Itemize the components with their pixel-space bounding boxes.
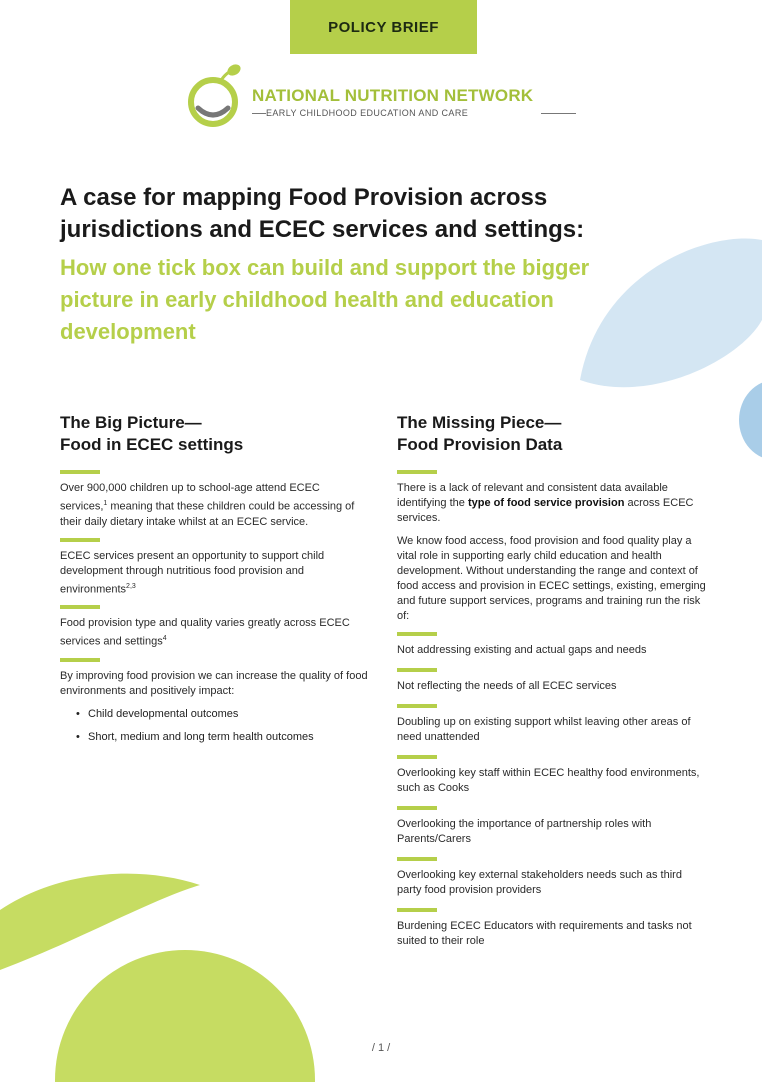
risk-item: Overlooking key external stakeholders needs such as third party food provision providers: [397, 869, 682, 896]
bold-text: type of food service provision: [467, 497, 625, 509]
footnote-ref: 4: [162, 635, 167, 643]
logo: [186, 62, 586, 132]
lack-of-data-paragraph: [397, 481, 707, 526]
footnote-ref: 2,3: [126, 582, 136, 590]
green-divider: [60, 538, 100, 542]
big-picture-heading: [60, 412, 370, 456]
risk-item: Not addressing existing and actual gaps and needs: [397, 644, 647, 656]
logo-subtitle: EARLY CHILDHOOD EDUCATION AND CARE: [266, 108, 469, 118]
green-divider: [397, 806, 437, 810]
page-subtitle: How one tick box can build and support the bigger picture in early childhood health and education development: [60, 255, 590, 344]
missing-piece-heading-line2: Food Provision Data: [397, 435, 563, 454]
paragraph-text: There is a lack of relevant and consistent data available identifying the: [397, 482, 668, 509]
green-divider: [397, 857, 437, 861]
paragraph-text-cont: meaning that these children could be accessing of their daily dietary intake whilst at an ECEC service.: [60, 500, 355, 528]
improving-paragraph: [60, 669, 370, 699]
paragraph-text: Food provision type and quality varies greatly across ECEC services and settings: [60, 617, 350, 648]
risk-item: Overlooking key staff within ECEC healthy food environments, such as Cooks: [397, 767, 700, 794]
paragraph-text: Over 900,000 children up to school-age attend ECEC services,: [60, 482, 320, 513]
big-picture-heading-line1: The Big Picture—: [60, 413, 202, 432]
risk-item: Overlooking the importance of partnership roles with Parents/Carers: [397, 818, 652, 845]
missing-piece-column: [397, 412, 707, 959]
we-know-paragraph: We know food access, food provision and food quality play a vital role in supporting early child education and health development. Without understanding the range and context of food access and provision in ECEC settings, existing, emerging and future support services, programs and training run the risk of:: [397, 535, 706, 622]
green-circle-decoration: [55, 930, 315, 1082]
paragraph-text: ECEC services present an opportunity to support child development through nutritious food provision and environments: [60, 549, 325, 596]
footnote-ref: 1: [103, 500, 108, 507]
list-item: • Child developmental outcomes: [76, 707, 370, 722]
green-divider: [397, 668, 437, 672]
paragraph-text: By improving food provision we can increase the quality of food environments and positively impact:: [60, 669, 368, 697]
opportunity-paragraph: [60, 549, 370, 598]
page-number: / 1 /: [371, 1042, 391, 1054]
impact-list: [60, 707, 370, 745]
page-title: A case for mapping Food Provision across jurisdictions and ECEC services and settings:: [60, 184, 585, 243]
quality-varies-paragraph: [60, 616, 370, 650]
green-divider: [60, 470, 100, 474]
logo-name: NATIONAL NUTRITION NETWORK: [252, 86, 534, 105]
green-divider: [60, 658, 100, 662]
green-divider: [397, 704, 437, 708]
policy-brief-banner: [290, 0, 477, 54]
green-divider: [397, 470, 437, 474]
logo-divider-left: [252, 113, 266, 114]
logo-divider-right: [541, 113, 576, 114]
big-picture-column: [60, 412, 370, 753]
blue-circle-decoration: [735, 380, 762, 460]
list-item: • Short, medium and long term health outcomes: [76, 730, 370, 745]
green-divider: [60, 605, 100, 609]
green-divider: [397, 755, 437, 759]
missing-piece-heading-line1: The Missing Piece—: [397, 413, 562, 432]
risk-item: Not reflecting the needs of all ECEC services: [397, 680, 617, 692]
apple-logo-icon: [186, 62, 248, 132]
children-attend-paragraph: [60, 481, 370, 530]
paragraph-text-cont: across ECEC services.: [397, 497, 694, 524]
green-divider: [397, 632, 437, 636]
missing-piece-heading: [397, 412, 707, 456]
risk-item: Burdening ECEC Educators with requirements and tasks not suited to their role: [397, 920, 692, 947]
banner-label: POLICY BRIEF: [328, 18, 439, 36]
risk-item: Doubling up on existing support whilst leaving other areas of need unattended: [397, 716, 691, 743]
green-divider: [397, 908, 437, 912]
big-picture-heading-line2: Food in ECEC settings: [60, 435, 244, 454]
